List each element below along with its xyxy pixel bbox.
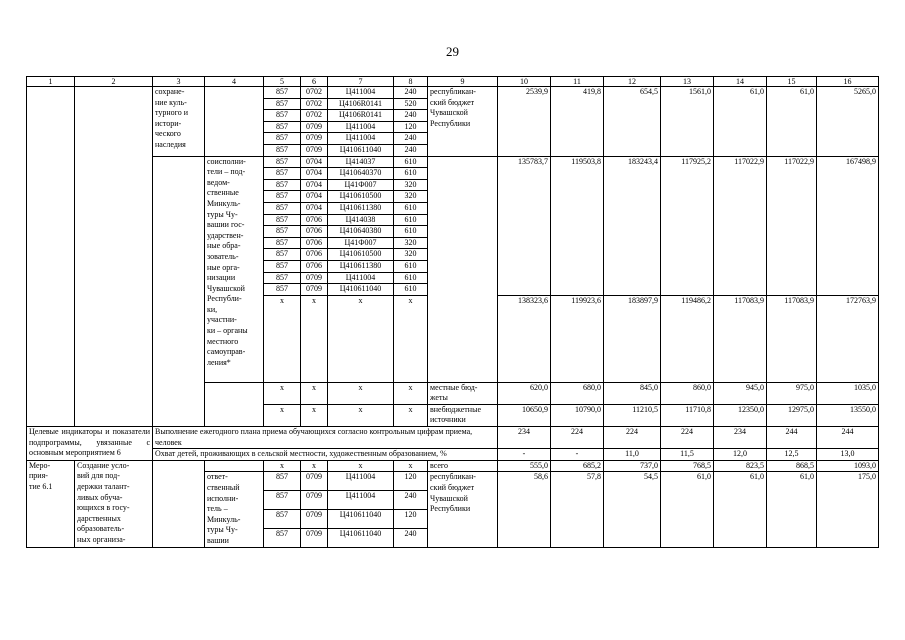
column-header: 3 — [153, 77, 205, 87]
code-target: Ц410611040 — [328, 144, 394, 156]
value-cell: 12350,0 — [714, 404, 767, 426]
value-cell: 1093,0 — [817, 460, 879, 472]
code-grbs: 857 — [264, 528, 301, 547]
value-cell: 680,0 — [551, 382, 604, 404]
value-cell: 61,0 — [767, 472, 817, 547]
code-section: 0702 — [301, 98, 328, 110]
measure-name: Создание усло- вий для под- держки талант- ливых обуча- ющихся в госу- дарственных образователь- ных организа- — [75, 460, 153, 547]
code-section: 0704 — [301, 179, 328, 191]
value-cell: 61,0 — [661, 472, 714, 547]
code-grbs: 857 — [264, 472, 301, 491]
indicators-label: Целевые индикаторы и показатели подпрограммы, увязанные с основным мероприятием 6 — [27, 427, 153, 461]
code-expense: 520 — [394, 98, 428, 110]
code-section: 0709 — [301, 121, 328, 133]
code-grbs: 857 — [264, 249, 301, 261]
indicator-text: Охват детей, проживающих в сельской местности, художественным образованием, % — [153, 449, 498, 461]
code-grbs: 857 — [264, 510, 301, 529]
value-cell: 975,0 — [767, 382, 817, 404]
value-cell: 419,8 — [551, 87, 604, 157]
value-cell: - — [551, 449, 604, 461]
code-cell: x — [328, 295, 394, 382]
value-cell: 737,0 — [604, 460, 661, 472]
funding-source: внебюджетные источники — [428, 404, 498, 426]
code-grbs: 857 — [264, 284, 301, 296]
value-cell: 11,5 — [661, 449, 714, 461]
code-grbs: 857 — [264, 87, 301, 99]
code-cell: x — [301, 295, 328, 382]
col2-blank — [75, 87, 153, 427]
code-expense: 120 — [394, 121, 428, 133]
code-grbs: 857 — [264, 202, 301, 214]
value-cell: 135783,7 — [498, 156, 551, 295]
value-cell: 620,0 — [498, 382, 551, 404]
value-cell: 11210,5 — [604, 404, 661, 426]
code-cell: x — [301, 460, 328, 472]
code-cell: x — [394, 404, 428, 426]
value-cell: 860,0 — [661, 382, 714, 404]
value-cell: 224 — [551, 427, 604, 449]
value-cell: 2539,9 — [498, 87, 551, 157]
executor-blank — [205, 460, 264, 472]
code-section: 0704 — [301, 168, 328, 180]
code-target: Ц411004 — [328, 272, 394, 284]
code-expense: 610 — [394, 214, 428, 226]
code-target: Ц411004 — [328, 133, 394, 145]
value-cell: 117083,9 — [767, 295, 817, 382]
value-cell: 10650,9 — [498, 404, 551, 426]
code-expense: 320 — [394, 249, 428, 261]
funding-source: республикан- ский бюджет Чувашской Республики — [428, 472, 498, 547]
header-row — [27, 77, 879, 87]
code-section: 0709 — [301, 144, 328, 156]
code-expense: 610 — [394, 260, 428, 272]
code-target: Ц414038 — [328, 214, 394, 226]
value-cell: 175,0 — [817, 472, 879, 547]
code-section: 0709 — [301, 272, 328, 284]
column-header: 10 — [498, 77, 551, 87]
code-expense: 240 — [394, 110, 428, 122]
value-cell: - — [498, 449, 551, 461]
value-cell: 11,0 — [604, 449, 661, 461]
code-cell: x — [328, 460, 394, 472]
value-cell: 12,5 — [767, 449, 817, 461]
code-target: Ц41Ф007 — [328, 237, 394, 249]
task-description: сохране- ние куль- турного и истори- ческого наследия — [153, 87, 205, 157]
code-expense: 320 — [394, 191, 428, 203]
code-grbs: 857 — [264, 179, 301, 191]
value-cell: 224 — [604, 427, 661, 449]
column-header: 15 — [767, 77, 817, 87]
value-cell: 1561,0 — [661, 87, 714, 157]
value-cell: 868,5 — [767, 460, 817, 472]
code-grbs: 857 — [264, 121, 301, 133]
value-cell: 10790,0 — [551, 404, 604, 426]
value-cell: 183897,9 — [604, 295, 661, 382]
funding-source-blank — [428, 156, 498, 382]
value-cell: 117925,2 — [661, 156, 714, 295]
code-grbs: 857 — [264, 191, 301, 203]
value-cell: 244 — [817, 427, 879, 449]
indicator-row — [27, 427, 879, 449]
code-grbs: 857 — [264, 168, 301, 180]
code-target: Ц410610500 — [328, 249, 394, 261]
code-grbs: 857 — [264, 133, 301, 145]
value-cell: 12975,0 — [767, 404, 817, 426]
measure-total-row — [27, 460, 879, 472]
code-grbs: 857 — [264, 214, 301, 226]
value-cell: 58,6 — [498, 472, 551, 547]
table-row — [27, 156, 879, 168]
code-section: 0704 — [301, 156, 328, 168]
code-cell: x — [394, 460, 428, 472]
responsible-executor: ответ- ственный исполни- тель – Минкуль- туры Чу- вашии — [205, 472, 264, 547]
value-cell: 224 — [661, 427, 714, 449]
code-section: 0706 — [301, 249, 328, 261]
code-target: Ц410611040 — [328, 528, 394, 547]
code-expense: 240 — [394, 87, 428, 99]
code-cell: x — [394, 295, 428, 382]
value-cell: 183243,4 — [604, 156, 661, 295]
column-header: 14 — [714, 77, 767, 87]
column-header: 4 — [205, 77, 264, 87]
code-expense: 610 — [394, 168, 428, 180]
code-expense: 610 — [394, 272, 428, 284]
value-cell: 61,0 — [714, 472, 767, 547]
code-cell: x — [328, 382, 394, 404]
code-section: 0702 — [301, 110, 328, 122]
col3-blank — [153, 460, 205, 547]
column-header: 13 — [661, 77, 714, 87]
value-cell: 117022,9 — [767, 156, 817, 295]
value-cell: 54,5 — [604, 472, 661, 547]
code-target: Ц410611040 — [328, 284, 394, 296]
indicator-row — [27, 449, 879, 461]
value-cell: 61,0 — [714, 87, 767, 157]
code-section: 0709 — [301, 284, 328, 296]
table-row — [27, 87, 879, 99]
code-section: 0709 — [301, 528, 328, 547]
code-expense: 240 — [394, 528, 428, 547]
value-cell: 117022,9 — [714, 156, 767, 295]
code-cell: x — [264, 382, 301, 404]
column-header: 12 — [604, 77, 661, 87]
value-cell: 768,5 — [661, 460, 714, 472]
value-cell: 1035,0 — [817, 382, 879, 404]
column-header: 5 — [264, 77, 301, 87]
code-expense: 240 — [394, 144, 428, 156]
value-cell: 234 — [498, 427, 551, 449]
value-cell: 119503,8 — [551, 156, 604, 295]
value-cell: 845,0 — [604, 382, 661, 404]
code-cell: x — [264, 295, 301, 382]
column-header: 6 — [301, 77, 328, 87]
value-cell: 12,0 — [714, 449, 767, 461]
code-cell: x — [394, 382, 428, 404]
value-cell: 555,0 — [498, 460, 551, 472]
code-target: Ц411004 — [328, 472, 394, 491]
code-expense: 610 — [394, 284, 428, 296]
code-target: Ц414037 — [328, 156, 394, 168]
code-expense: 610 — [394, 226, 428, 238]
code-grbs: 857 — [264, 272, 301, 284]
indicator-text: Выполнение ежегодного плана приема обучающихся согласно контрольным цифрам приема, человек — [153, 427, 498, 449]
value-cell: 172763,9 — [817, 295, 879, 382]
value-cell: 5265,0 — [817, 87, 879, 157]
executor-blank — [205, 382, 264, 426]
code-target: Ц411004 — [328, 121, 394, 133]
value-cell: 167498,9 — [817, 156, 879, 295]
code-cell: x — [328, 404, 394, 426]
code-target: Ц4106R0141 — [328, 98, 394, 110]
value-cell: 138323,6 — [498, 295, 551, 382]
code-cell: x — [301, 404, 328, 426]
value-cell: 823,5 — [714, 460, 767, 472]
column-header: 16 — [817, 77, 879, 87]
value-cell: 244 — [767, 427, 817, 449]
code-section: 0704 — [301, 191, 328, 203]
code-target: Ц410640370 — [328, 168, 394, 180]
column-header: 2 — [75, 77, 153, 87]
code-expense: 320 — [394, 179, 428, 191]
value-cell: 119923,6 — [551, 295, 604, 382]
code-section: 0706 — [301, 237, 328, 249]
code-grbs: 857 — [264, 144, 301, 156]
code-section: 0709 — [301, 510, 328, 529]
code-cell: x — [301, 382, 328, 404]
code-expense: 610 — [394, 202, 428, 214]
code-expense: 610 — [394, 156, 428, 168]
code-section: 0709 — [301, 472, 328, 491]
code-target: Ц410640380 — [328, 226, 394, 238]
value-cell: 119486,2 — [661, 295, 714, 382]
column-header: 7 — [328, 77, 394, 87]
value-cell: 945,0 — [714, 382, 767, 404]
funding-source: республикан- ский бюджет Чувашской Республики — [428, 87, 498, 157]
measure-number: Меро- прия- тие 6.1 — [27, 460, 75, 547]
code-cell: x — [264, 404, 301, 426]
code-section: 0706 — [301, 260, 328, 272]
code-grbs: 857 — [264, 98, 301, 110]
code-grbs: 857 — [264, 237, 301, 249]
code-target: Ц4106R0141 — [328, 110, 394, 122]
code-grbs: 857 — [264, 226, 301, 238]
code-expense: 320 — [394, 237, 428, 249]
code-target: Ц411004 — [328, 491, 394, 510]
code-grbs: 857 — [264, 491, 301, 510]
code-section: 0706 — [301, 226, 328, 238]
column-header: 1 — [27, 77, 75, 87]
code-expense: 120 — [394, 472, 428, 491]
value-cell: 654,5 — [604, 87, 661, 157]
code-grbs: 857 — [264, 110, 301, 122]
column-header: 8 — [394, 77, 428, 87]
code-section: 0709 — [301, 133, 328, 145]
code-target: Ц410611380 — [328, 202, 394, 214]
code-grbs: 857 — [264, 260, 301, 272]
code-section: 0709 — [301, 491, 328, 510]
code-target: Ц410611040 — [328, 510, 394, 529]
page-number: 29 — [446, 44, 459, 59]
value-cell: 13550,0 — [817, 404, 879, 426]
executor-blank — [205, 87, 264, 157]
value-cell: 11710,8 — [661, 404, 714, 426]
value-cell: 13,0 — [817, 449, 879, 461]
code-expense: 240 — [394, 491, 428, 510]
code-section: 0704 — [301, 202, 328, 214]
value-cell: 57,8 — [551, 472, 604, 547]
funding-source: всего — [428, 460, 498, 472]
col1-blank — [27, 87, 75, 427]
code-section: 0702 — [301, 87, 328, 99]
column-header: 11 — [551, 77, 604, 87]
code-expense: 120 — [394, 510, 428, 529]
value-cell: 117083,9 — [714, 295, 767, 382]
value-cell: 61,0 — [767, 87, 817, 157]
code-cell: x — [264, 460, 301, 472]
col3-blank — [153, 156, 205, 427]
code-section: 0706 — [301, 214, 328, 226]
code-target: Ц411004 — [328, 87, 394, 99]
funding-source: местные бюд- жеты — [428, 382, 498, 404]
code-target: Ц41Ф007 — [328, 179, 394, 191]
code-expense: 240 — [394, 133, 428, 145]
budget-table — [26, 76, 879, 548]
column-header: 9 — [428, 77, 498, 87]
value-cell: 234 — [714, 427, 767, 449]
code-grbs: 857 — [264, 156, 301, 168]
value-cell: 685,2 — [551, 460, 604, 472]
code-target: Ц410610500 — [328, 191, 394, 203]
co-executors: соисполни- тели – под- ведом- ственные Минкуль- туры Чу- вашии гос- ударствен- ные обра- зователь- ные орга- низации Чувашской Республи- ки, участни- ки – органы местного самоуправ- ления* — [205, 156, 264, 382]
code-target: Ц410611380 — [328, 260, 394, 272]
